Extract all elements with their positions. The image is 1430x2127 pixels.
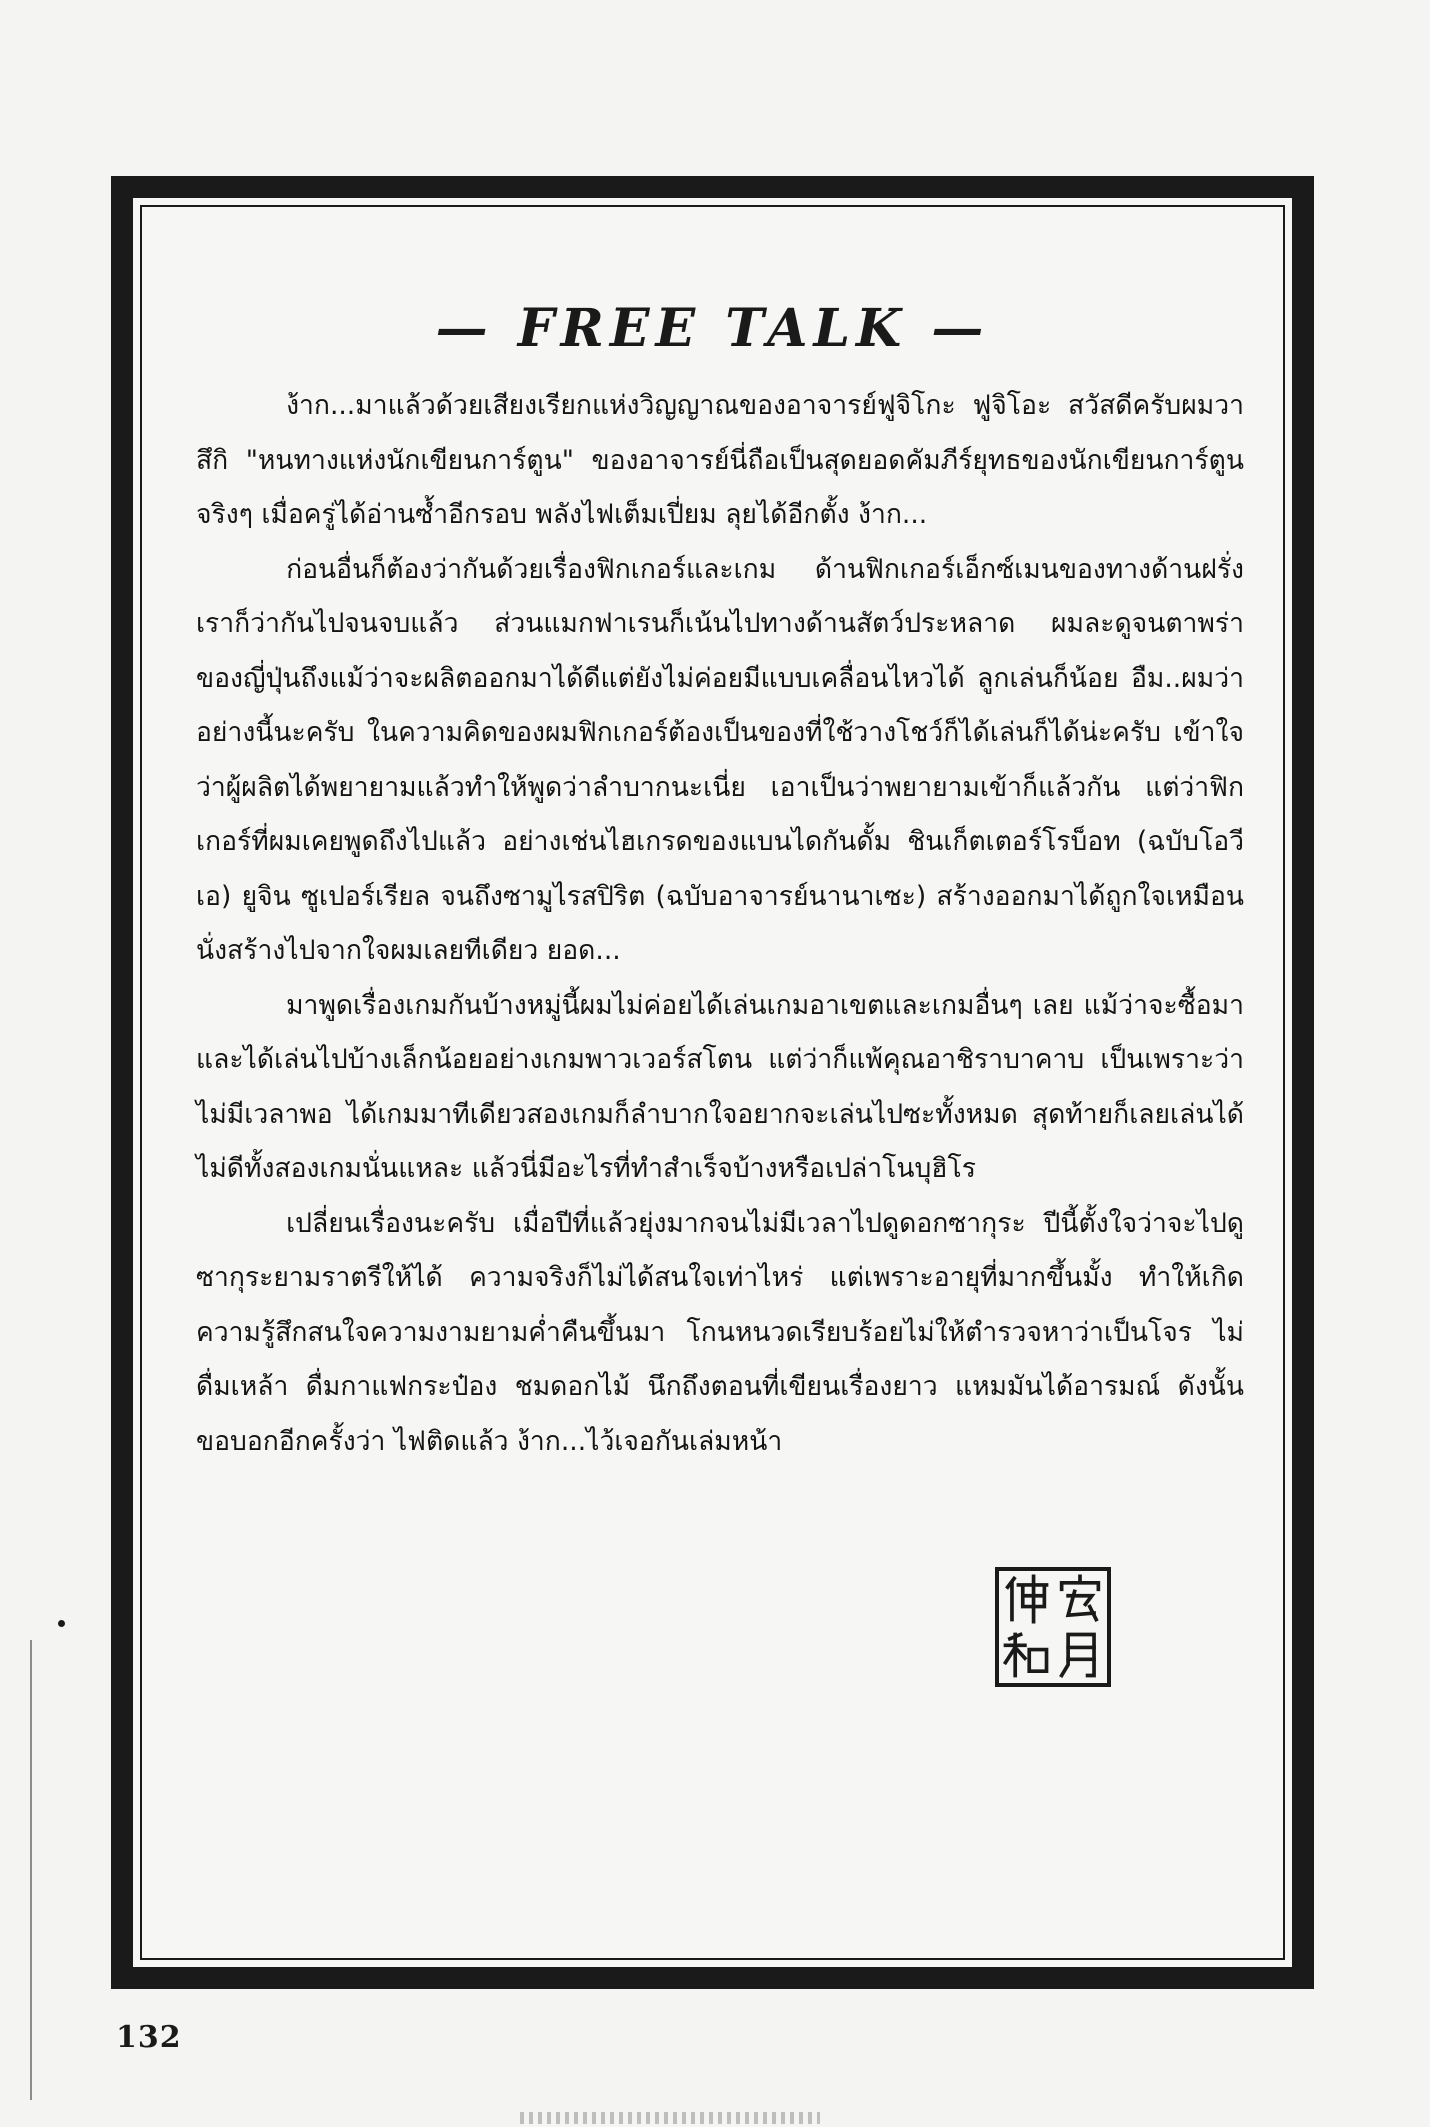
article-paragraph: มาพูดเรื่องเกมกันบ้างหมู่นี้ผมไม่ค่อยได้เล่นเกมอาเขตและเกมอื่นๆ เลย แม้ว่าจะซื้อมาและได้เล่นไปบ้างเล็กน้อยอย่างเกมพาวเวอร์สโตน แต่ว่าก็แพ้คุณอาชิราบาคาบ เป็นเพราะว่าไม่มีเวลาพอ ได้เกมมาทีเดียวสองเกมก็ลำบากใจอยากจะเล่นไปซะทั้งหมด สุดท้ายก็เลยเล่นได้ไม่ดีทั้งสองเกมนั่นแหละ แล้วนี่มีอะไรที่ทำสำเร็จบ้างหรือเปล่าโนบุฮิโร — [196, 989, 1244, 1184]
article-frame-inner — [133, 198, 1292, 1967]
page-number: 132 — [116, 2020, 182, 2055]
author-seal-stamp — [995, 1567, 1111, 1687]
article-paragraph: ง้าก...มาแล้วด้วยเสียงเรียกแห่งวิญญาณของอาจารย์ฟูจิโกะ ฟูจิโอะ สวัสดีครับผมวาสึกิ "หนทางแห่งนักเขียนการ์ตูน" ของอาจารย์นี่ถือเป็นสุดยอดคัมภีร์ยุทธของนักเขียนการ์ตูนจริงๆ เมื่อครู่ได้อ่านซ้ำอีกรอบ พลังไฟเต็มเปี่ยม ลุยได้อีกตั้ง ง้าก... — [196, 390, 1244, 530]
page-binding-edge — [30, 1640, 32, 2100]
article-paragraph: เปลี่ยนเรื่องนะครับ เมื่อปีที่แล้วยุ่งมากจนไม่มีเวลาไปดูดอกซากุระ ปีนี้ตั้งใจว่าจะไปดูซากุระยามราตรีให้ได้ ความจริงก็ไม่ได้สนใจเท่าไหร่ แต่เพราะอายุที่มากขึ้นมั้ง ทำให้เกิดความรู้สึกสนใจความงามยามค่ำคืนขึ้นมา โกนหนวดเรียบร้อยไม่ให้ตำรวจหาว่าเป็นโจร ไม่ดื่มเหล้า ดื่มกาแฟกระป๋อง ชมดอกไม้ นึกถึงตอนที่เขียนเรื่องยาว แหมมันได้อารมณ์ ดังนั้นขอบอกอีกครั้งว่า ไฟติดแล้ว ง้าก...ไว้เจอกันเล่มหน้า — [196, 1207, 1244, 1457]
article-title: — FREE TALK — — [435, 298, 990, 359]
seal-glyph-top-left — [999, 1571, 1053, 1627]
ink-speck — [58, 1620, 65, 1627]
article-frame — [111, 176, 1314, 1989]
article-body — [196, 379, 1244, 1469]
seal-glyph-bottom-left — [999, 1627, 1053, 1683]
seal-glyph-top-right — [1053, 1571, 1107, 1627]
print-smudge — [520, 2112, 820, 2124]
article-paragraph: ก่อนอื่นก็ต้องว่ากันด้วยเรื่องฟิกเกอร์และเกม ด้านฟิกเกอร์เอ็กซ์เมนของทางด้านฝรั่งเราก็ว่ากันไปจนจบแล้ว ส่วนแมกฟาเรนก็เน้นไปทางด้านสัตว์ประหลาด ผมละดูจนตาพร่า ของญี่ปุ่นถึงแม้ว่าจะผลิตออกมาได้ดีแต่ยังไม่ค่อยมีแบบเคลื่อนไหวได้ ลูกเล่นก็น้อย อืม..ผมว่าอย่างนี้นะครับ ในความคิดของผมฟิกเกอร์ต้องเป็นของที่ใช้วางโชว์ก็ได้เล่นก็ได้น่ะครับ เข้าใจว่าผู้ผลิตได้พยายามแล้วทำให้พูดว่าลำบากนะเนี่ย เอาเป็นว่าพยายามเข้าก็แล้วกัน แต่ว่าฟิกเกอร์ที่ผมเคยพูดถึงไปแล้ว อย่างเช่นไฮเกรดของแบนไดกันดั้ม ชินเก็ตเตอร์โรบ็อท (ฉบับโอวีเอ) ยูจิน ซูเปอร์เรียล จนถึงซามูไรสปิริต (ฉบับอาจารย์นานาเซะ) สร้างออกมาได้ถูกใจเหมือนนั่งสร้างไปจากใจผมเลยทีเดียว ยอด... — [196, 553, 1244, 966]
seal-glyph-bottom-right — [1053, 1627, 1107, 1683]
